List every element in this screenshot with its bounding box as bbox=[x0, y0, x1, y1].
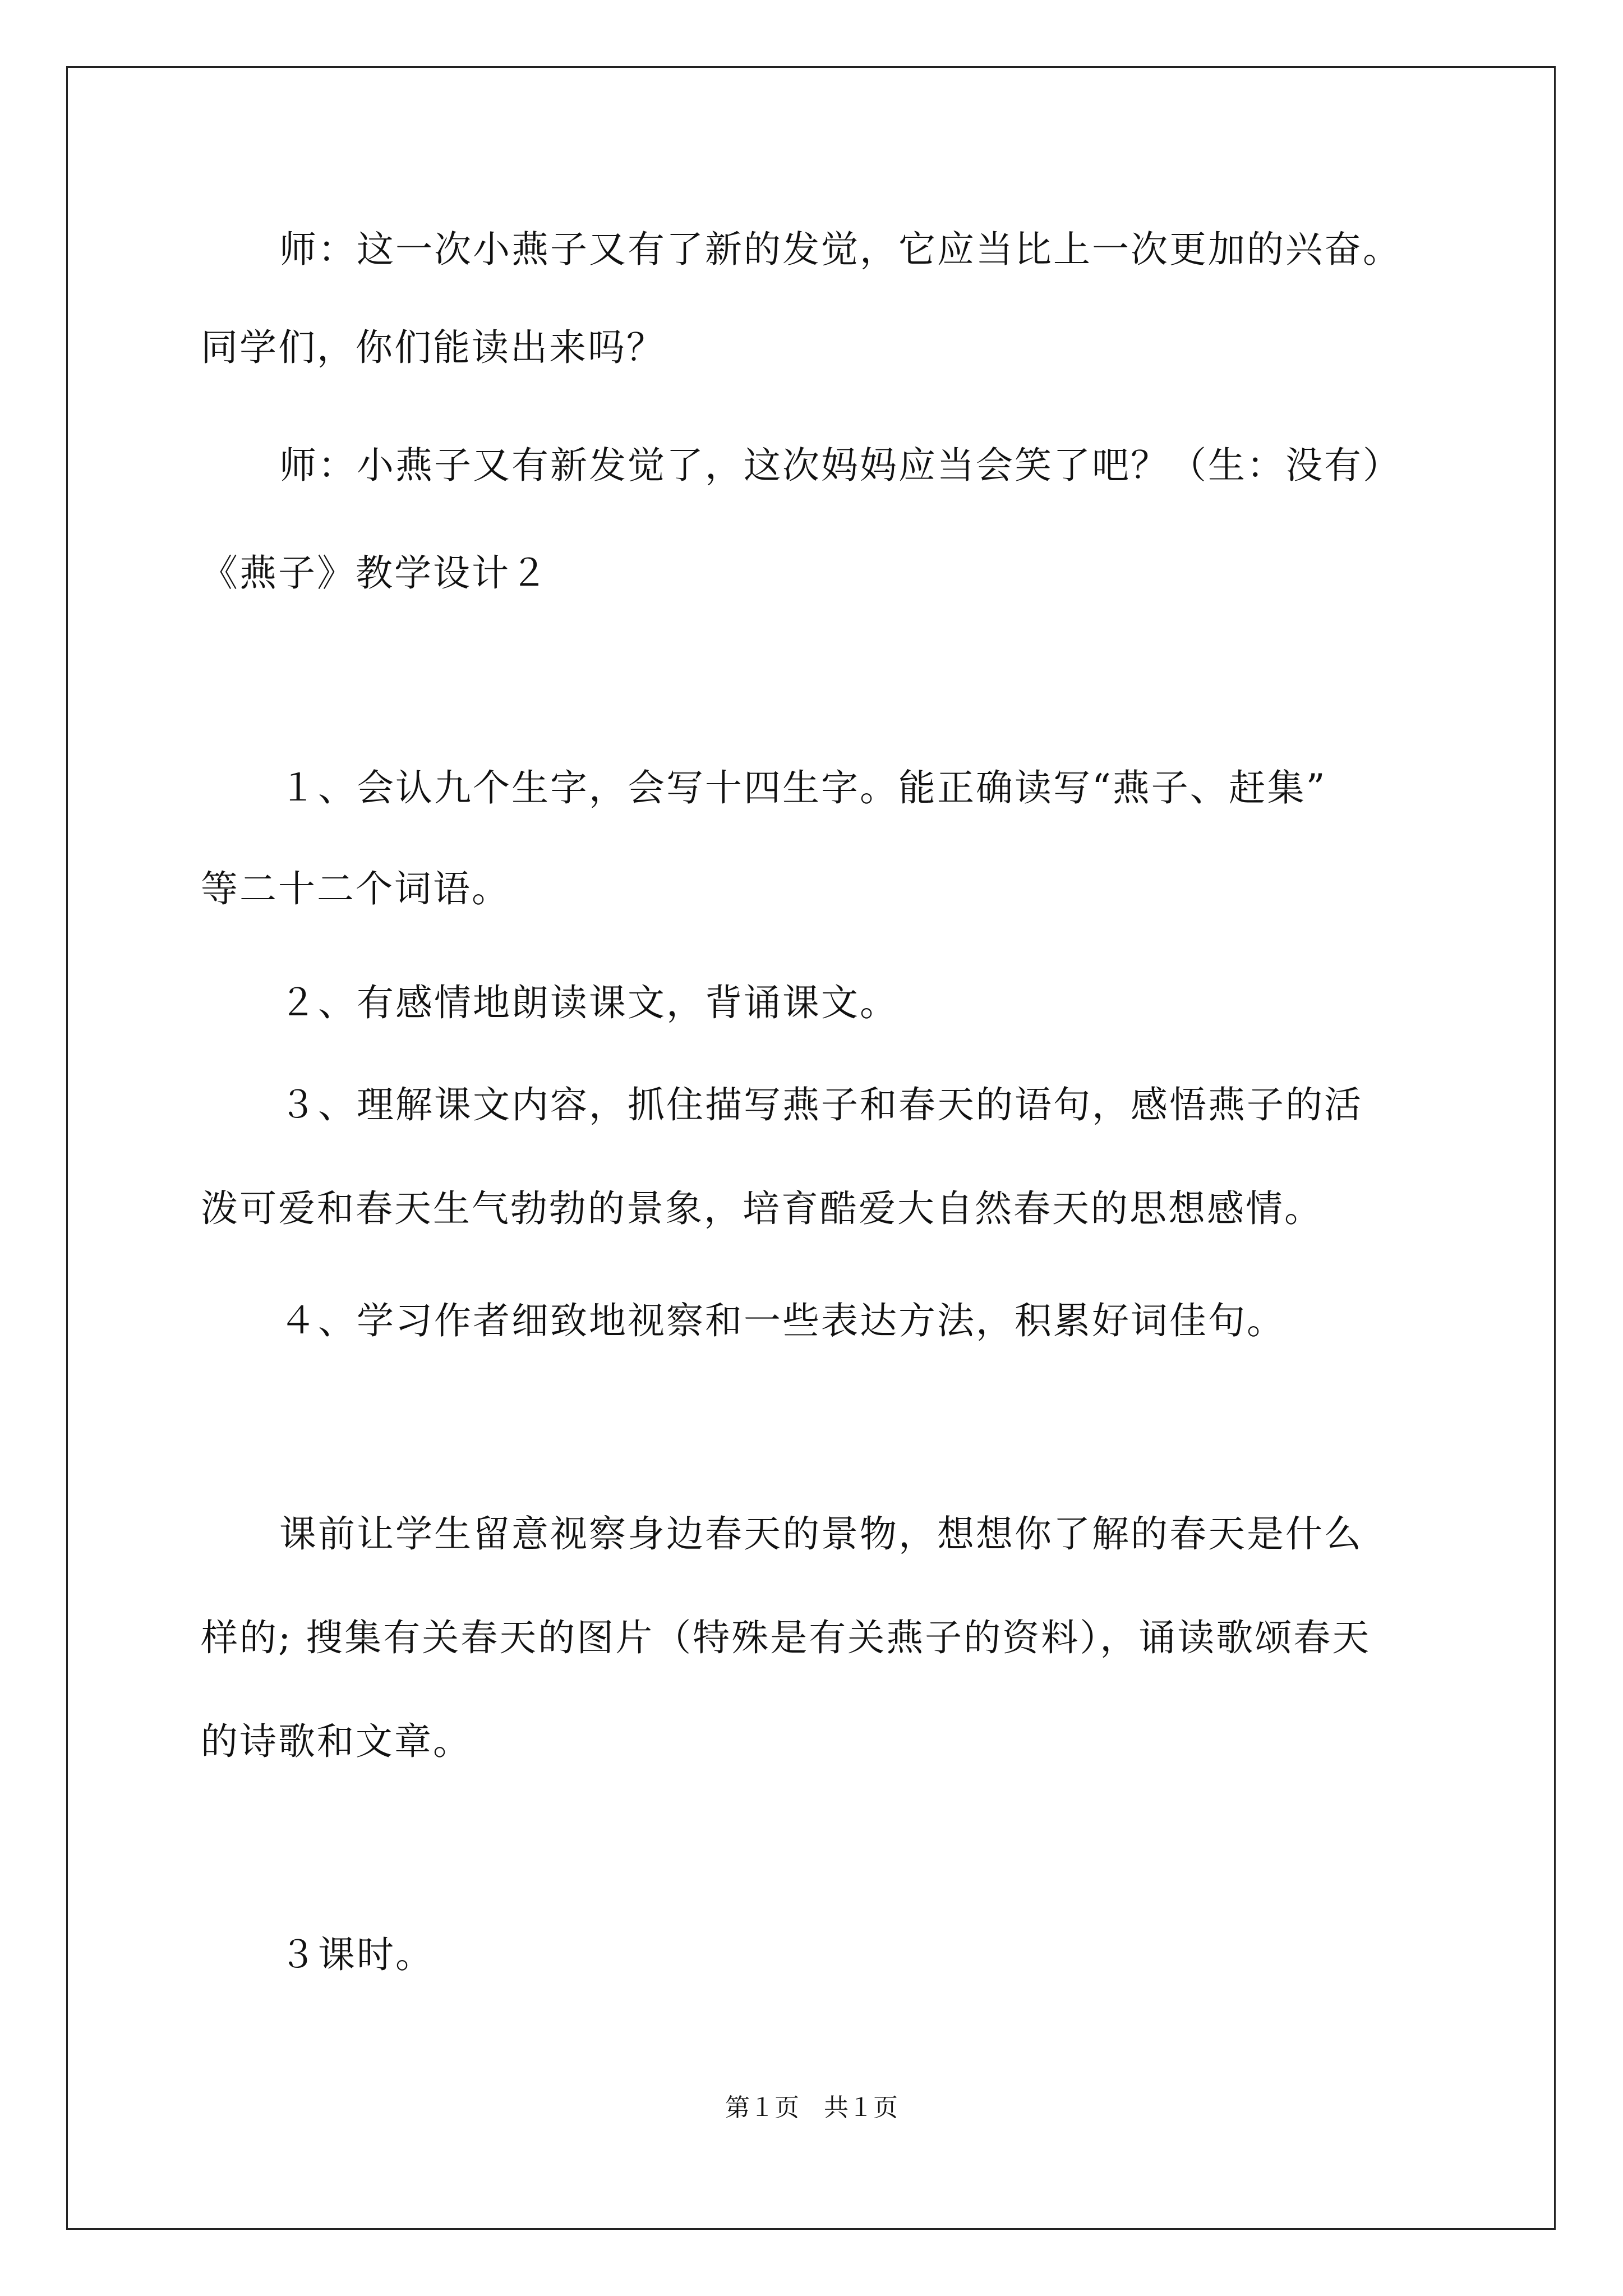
objective-item: ４、学习作者细致地视察和一些表达方法，积累好词佳句。 bbox=[279, 1299, 1285, 1342]
objective-item: ３、理解课文内容，抓住描写燕子和春天的语句，感悟燕子的活 bbox=[279, 1083, 1363, 1126]
objective-item: １、会认九个生字，会写十四生字。能正确读写“燕子、赶集” bbox=[279, 766, 1327, 809]
paragraph-line: 课前让学生留意视察身边春天的景物，想想你了解的春天是什么 bbox=[279, 1512, 1363, 1556]
paragraph-line: 的诗歌和文章。 bbox=[201, 1720, 472, 1763]
paragraph-line: 等二十二个词语。 bbox=[201, 867, 510, 910]
page-border bbox=[66, 66, 1556, 2230]
paragraph-line: ３课时。 bbox=[279, 1933, 434, 1976]
paragraph-line: 同学们，你们能读出来吗？ bbox=[201, 326, 665, 369]
objective-item: ２、有感情地朗读课文，背诵课文。 bbox=[279, 981, 898, 1024]
section-title: 《燕子》教学设计２ bbox=[201, 551, 549, 595]
paragraph-line: 泼可爱和春天生气勃勃的景象，培育酷爱大自然春天的思想感情。 bbox=[201, 1187, 1323, 1230]
paragraph-line: 师：这一次小燕子又有了新的发觉，它应当比上一次更加的兴奋。 bbox=[279, 228, 1401, 271]
paragraph-line: 师：小燕子又有新发觉了，这次妈妈应当会笑了吧？（生：没有） bbox=[279, 444, 1401, 487]
page-footer: 第１页 共１页 bbox=[725, 2093, 898, 2122]
paragraph-line: 样的; 搜集有关春天的图片（特殊是有关燕子的资料），诵读歌颂春天 bbox=[201, 1616, 1371, 1659]
